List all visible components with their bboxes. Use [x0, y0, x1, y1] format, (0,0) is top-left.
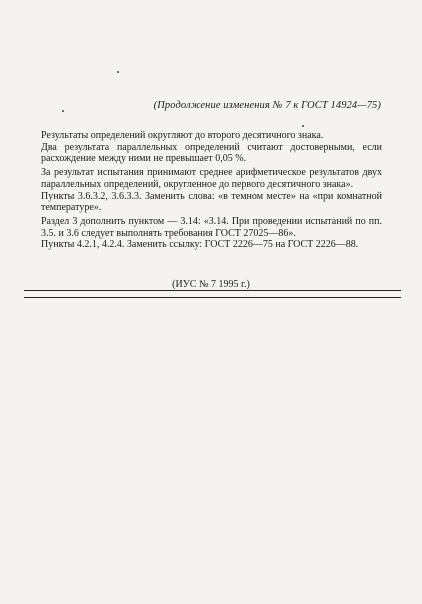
- paragraph-clauses-3-6-3: Пункты 3.6.3.2, 3.6.3.3. Заменить слова: «в темном месте» на «при комнатной температуре».: [41, 190, 382, 214]
- paragraph-parallel-results: Два результата параллельных определений считают достоверными, если расхождение между ними не превышает 0,05 %.: [41, 141, 382, 165]
- ius-reference: (ИУС № 7 1995 г.): [172, 279, 250, 290]
- paragraph-clauses-4-2: Пункты 4.2.1, 4.2.4. Заменить ссылку: ГОСТ 2226—75 на ГОСТ 2226—88.: [41, 239, 359, 251]
- document-body: [41, 130, 382, 251]
- divider-line: [24, 297, 401, 298]
- paragraph-test-result: За результат испытания принимают среднее арифметическое результатов двух параллельных определений, округленное до первого десятичного знака».: [41, 167, 382, 190]
- paragraph-rounding: Результаты определений округляют до второго десятичного знака.: [41, 130, 324, 141]
- scan-speck: [302, 125, 304, 127]
- document-header: (Продолжение изменения № 7 к ГОСТ 14924—75): [153, 100, 381, 111]
- paragraph-section-3: Раздел 3 дополнить пунктом — 3.14: «3.14. При проведении испытаний по пп. 3.5. и 3.6 следует выполнять требования ГОСТ 27025—86».: [41, 215, 382, 239]
- divider-line: [24, 290, 401, 291]
- scan-speck: [117, 71, 119, 73]
